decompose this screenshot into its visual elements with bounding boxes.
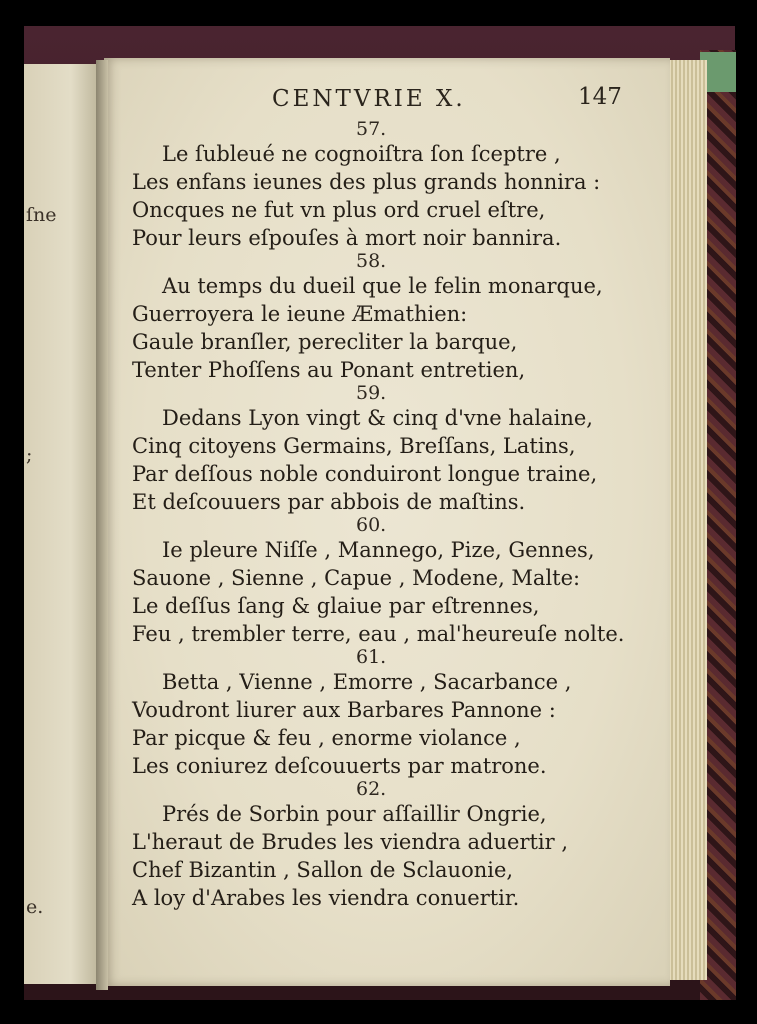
- quatrain-number: 60.: [356, 514, 387, 536]
- verse-line: Et deſcouuers par abbois de maſtins.: [132, 490, 526, 514]
- verse-line: Pour leurs eſpouſes à mort noir bannira.: [132, 226, 562, 250]
- verse-line: Chef Bizantin , Sallon de Sclauonie,: [132, 858, 514, 882]
- verse-line: Ie pleure Niſſe , Mannego, Pize, Gennes,: [162, 538, 595, 562]
- verse-line: Gaule branſler, perecliter la barque,: [132, 330, 518, 354]
- verse-line: L'heraut de Brudes les viendra aduertir ,: [132, 830, 569, 854]
- verse-line: A loy d'Arabes les viendra conuertir.: [132, 886, 520, 910]
- verse-line: Cinq citoyens Germains, Breſſans, Latins,: [132, 434, 576, 458]
- quatrain-number: 62.: [356, 778, 387, 800]
- left-page-fragment: e.: [26, 896, 44, 918]
- verse-line: Sauone , Sienne , Capue , Modene, Malte:: [132, 566, 581, 590]
- verse-line: Betta , Vienne , Emorre , Sacarbance ,: [162, 670, 572, 694]
- quatrain-number: 57.: [356, 118, 387, 140]
- quatrain-number: 59.: [356, 382, 387, 404]
- page-header-title: CENTVRIE X.: [272, 86, 466, 112]
- verse-line: Oncques ne fut vn plus ord cruel eſtre,: [132, 198, 546, 222]
- verse-line: Les coniurez deſcouuerts par matrone.: [132, 754, 547, 778]
- verse-line: Guerroyera le ieune Æmathien:: [132, 302, 468, 326]
- verse-line: Le ſubleué ne cognoiſtra ſon ſceptre ,: [162, 142, 561, 166]
- verse-line: Au temps du dueil que le felin monarque,: [162, 274, 603, 298]
- left-page: [24, 64, 102, 984]
- book-gutter: [96, 60, 108, 990]
- verse-line: Par deſſous noble conduiront longue traine,: [132, 462, 598, 486]
- page-number: 147: [578, 84, 622, 110]
- quatrain-number: 61.: [356, 646, 387, 668]
- verse-line: Prés de Sorbin pour aſſaillir Ongrie,: [162, 802, 547, 826]
- verse-line: Tenter Phoſſens au Ponant entretien,: [132, 358, 526, 382]
- left-page-fragment: ;: [26, 444, 33, 466]
- verse-line: Dedans Lyon vingt & cinq d'vne halaine,: [162, 406, 593, 430]
- left-page-fragment: ſne: [26, 204, 57, 226]
- verse-line: Voudront liurer aux Barbares Pannone :: [132, 698, 556, 722]
- verse-line: Les enfans ieunes des plus grands honnira :: [132, 170, 601, 194]
- verse-line: Par picque & feu , enorme violance ,: [132, 726, 521, 750]
- quatrain-number: 58.: [356, 250, 387, 272]
- verse-line: Le deſſus ſang & glaiue par eſtrennes,: [132, 594, 540, 618]
- verse-line: Feu , trembler terre, eau , mal'heureuſe nolte.: [132, 622, 625, 646]
